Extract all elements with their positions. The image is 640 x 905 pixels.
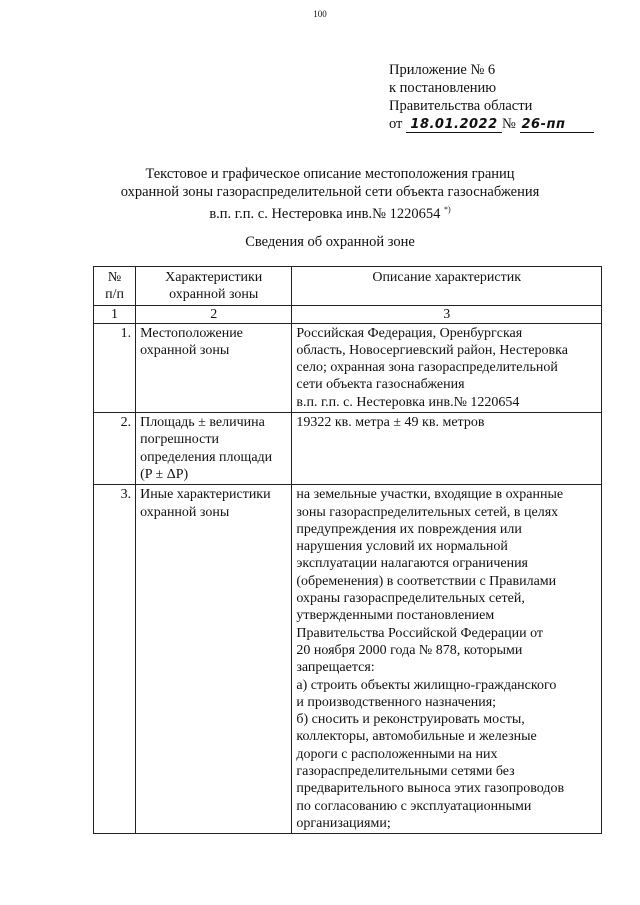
document-title	[60, 165, 600, 223]
table-row	[94, 485, 602, 834]
header-number	[94, 267, 136, 306]
description-line: дороги с расположенными на них	[296, 746, 498, 762]
description-line: охраны газораспределительных сетей,	[296, 591, 525, 607]
description-line: Правительства Российской Федерации от	[296, 625, 544, 641]
column-number: 1	[94, 305, 136, 323]
description-line: 19322 кв. метра ± 49 кв. метров	[296, 415, 485, 431]
header-characteristics-line: охранной зоны	[169, 287, 259, 303]
description-line: а) строить объекты жилищно-гражданского	[296, 677, 557, 693]
column-number: 2	[136, 305, 292, 323]
row-characteristic	[136, 485, 292, 834]
row-description	[292, 413, 602, 485]
header-description-line: Описание характеристик	[372, 270, 522, 285]
description-line: б) сносить и реконструировать мосты,	[296, 712, 525, 728]
section-heading: Сведения об охранной зоне	[245, 234, 415, 250]
title-line-2: охранной зоны газораспределительной сети объекта газоснабжения	[120, 184, 540, 200]
header-description	[292, 267, 602, 306]
handwritten-number: 26-пп	[520, 117, 594, 133]
table-row	[94, 413, 602, 485]
header-number-line: №	[107, 270, 122, 285]
description-line: область, Новосергиевский район, Нестеровка	[296, 342, 568, 358]
header-characteristics	[136, 267, 292, 306]
description-line: сети объекта газоснабжения	[296, 377, 465, 393]
title-line-3-text: в.п. г.п. с. Нестеровка инв.№ 1220654	[209, 205, 441, 222]
table-header-row	[94, 267, 602, 306]
row-number: 1.	[94, 323, 136, 412]
table-row	[94, 323, 602, 412]
description-line: эксплуатации налагаются ограничения	[296, 556, 528, 572]
protection-zone-table	[93, 266, 602, 834]
characteristic-line: погрешности	[140, 432, 219, 448]
appendix-date-row	[389, 115, 594, 133]
description-line: газораспределительными сетями без	[296, 764, 515, 780]
description-line: коллекторы, автомобильные и железные	[296, 729, 537, 745]
description-line: в.п. г.п. с. Нестеровка инв.№ 1220654	[296, 394, 520, 410]
characteristic-line: определения площади	[140, 449, 273, 465]
appendix-line-2: к постановлению	[389, 80, 497, 96]
number-prefix: №	[502, 116, 516, 132]
description-line: (обременения) в соответствии с Правилами	[296, 573, 557, 589]
header-number-line: п/п	[105, 287, 124, 303]
description-line: утвержденными постановлением	[296, 608, 495, 624]
characteristic-line: охранной зоны	[140, 504, 230, 520]
appendix-line-1: Приложение № 6	[389, 62, 496, 78]
title-line-3	[60, 201, 600, 223]
description-line: по согласованию с эксплуатационными	[296, 798, 532, 814]
appendix-block	[389, 61, 594, 133]
characteristic-line: охранной зоны	[140, 342, 230, 358]
description-line: на земельные участки, входящие в охранные	[296, 487, 564, 503]
description-line: и производственного назначения;	[296, 694, 497, 710]
page-number: 100	[313, 9, 327, 19]
characteristic-line: (P ± ΔP)	[140, 466, 189, 482]
row-description	[292, 323, 602, 412]
appendix-line-3: Правительства области	[389, 98, 533, 114]
description-line: зоны газораспределительных сетей, в целях	[296, 504, 559, 520]
title-line-1: Текстовое и графическое описание местоположения границ	[145, 166, 515, 182]
column-number-row	[94, 305, 602, 323]
description-line: предупреждения их повреждения или	[296, 521, 522, 537]
footnote-mark: *)	[443, 205, 451, 214]
row-description	[292, 485, 602, 834]
description-line: Российская Федерация, Оренбургская	[296, 325, 523, 341]
description-line: 20 ноября 2000 года № 878, которыми	[296, 642, 523, 658]
description-line: организациями;	[296, 815, 391, 831]
handwritten-date: 18.01.2022	[406, 117, 502, 133]
description-line: запрещается:	[296, 660, 375, 676]
row-characteristic	[136, 323, 292, 412]
description-line: предварительного выноса этих газопроводов	[296, 781, 565, 797]
row-characteristic	[136, 413, 292, 485]
description-line: нарушения условий их нормальной	[296, 539, 508, 555]
description-line: село; охранная зона газораспределительной	[296, 360, 558, 376]
characteristic-line: Площадь ± величина	[140, 415, 265, 431]
header-characteristics-line: Характеристики	[165, 270, 263, 285]
characteristic-line: Иные характеристики	[140, 487, 271, 503]
row-number: 3.	[94, 485, 136, 834]
column-number: 3	[292, 305, 602, 323]
row-number: 2.	[94, 413, 136, 485]
date-prefix: от	[389, 116, 403, 132]
characteristic-line: Местоположение	[140, 325, 243, 341]
